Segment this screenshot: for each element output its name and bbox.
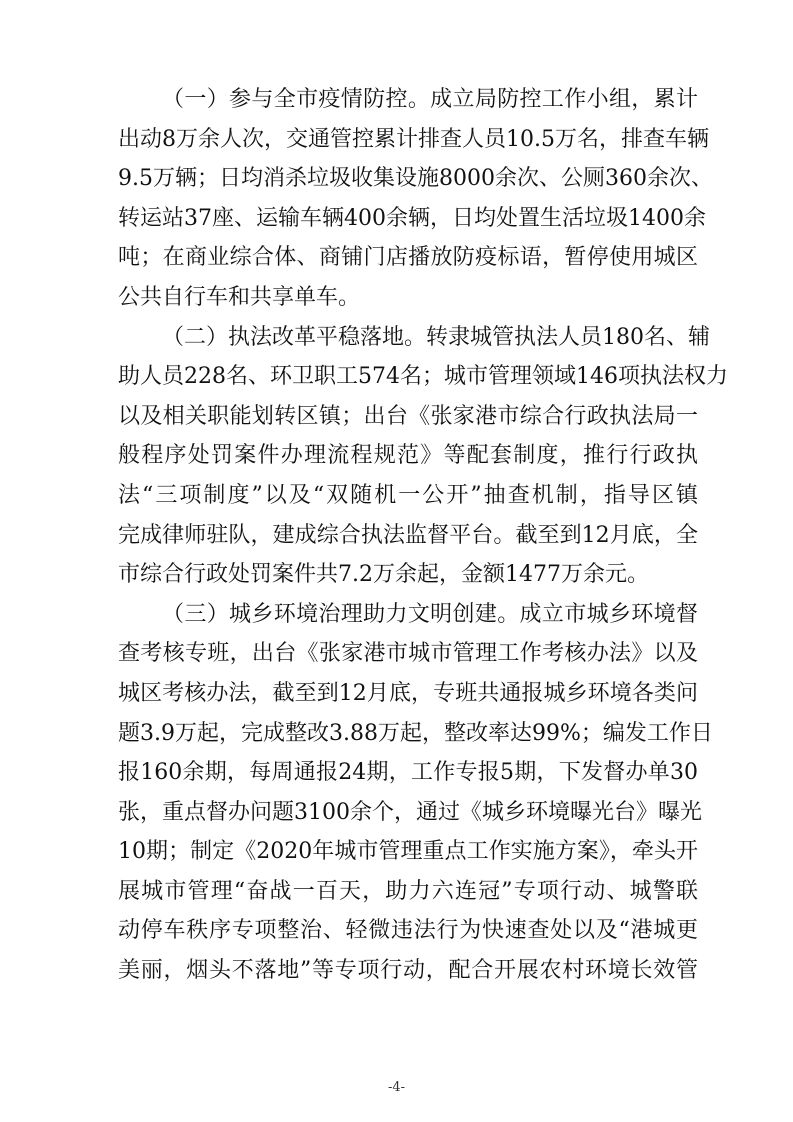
- text-line: （三）城乡环境治理助力文明创建。成立市城乡环境督: [162, 601, 698, 627]
- text-line: 公共自行车和共享单车。: [118, 284, 361, 310]
- text-line: 助人员228名、环卫职工574名；城市管理领域146项执法权力: [118, 364, 728, 390]
- text-line: 转运站37座、运输车辆400余辆，日均处置生活垃圾1400余: [118, 205, 706, 231]
- text-line: 9.5万辆；日均消杀垃圾收集设施8000余次、公厕360余次、: [118, 166, 713, 192]
- text-line: 展城市管理“奋战一百天，助力六连冠”专项行动、城警联: [118, 878, 698, 904]
- paragraph-environment-governance: [118, 595, 713, 991]
- text-line: （一）参与全市疫情防控。成立局防控工作小组，累计: [162, 87, 698, 112]
- paragraph-epidemic-control: [118, 80, 713, 318]
- text-line: 查考核专班，出台《张家港市城市管理工作考核办法》以及: [118, 641, 698, 667]
- text-line: 法“三项制度”以及“双随机一公开”抽查机制，指导区镇: [118, 482, 698, 508]
- text-line: 出动8万余人次，交通管控累计排查人员10.5万名，排查车辆: [118, 126, 709, 152]
- text-line: 动停车秩序专项整治、轻微违法行为快速查处以及“港城更: [118, 918, 698, 944]
- text-line: 10期；制定《2020年城市管理重点工作实施方案》，牵头开: [118, 839, 698, 865]
- text-line: （二）执法改革平稳落地。转隶城管执法人员180名、辅: [162, 324, 710, 350]
- document-body: [118, 80, 728, 991]
- text-line: 美丽，烟头不落地”等专项行动，配合开展农村环境长效管: [118, 958, 698, 984]
- text-line: 以及相关职能划转区镇；出台《张家港市综合行政执法局一: [118, 403, 698, 429]
- text-line: 报160余期，每周通报24期，工作专报5期，下发督办单30: [118, 760, 698, 786]
- page-number: -4-: [387, 1080, 406, 1095]
- text-line: 般程序处罚案件办理流程规范》等配套制度，推行行政执: [118, 443, 698, 469]
- text-line: 题3.9万起，完成整改3.88万起，整改率达99%；编发工作日: [118, 720, 713, 746]
- text-line: 城区考核办法，截至到12月底，专班共通报城乡环境各类问: [118, 680, 698, 706]
- paragraph-enforcement-reform: [118, 318, 728, 595]
- text-line: 市综合行政处罚案件共7.2万余起，金额1477万余元。: [118, 562, 649, 588]
- text-line: 完成律师驻队，建成综合执法监督平台。截至到12月底，全: [118, 522, 698, 548]
- text-line: 吨；在商业综合体、商铺门店播放防疫标语，暂停使用城区: [118, 245, 698, 271]
- text-line: 张，重点督办问题3100余个，通过《城乡环境曝光台》曝光: [118, 799, 702, 825]
